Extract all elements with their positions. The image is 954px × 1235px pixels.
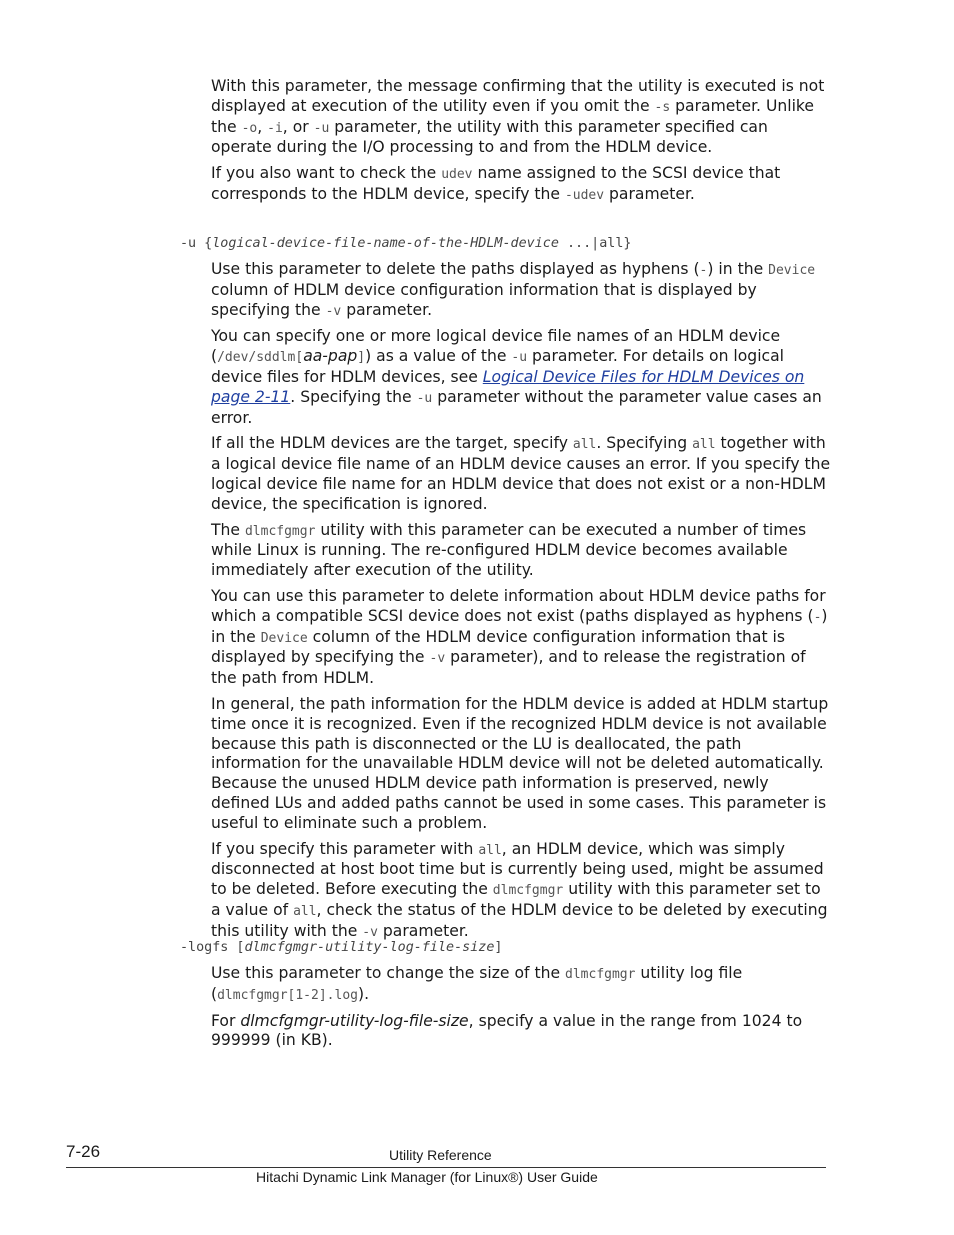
paragraph [211, 164, 831, 206]
paragraph [211, 327, 831, 428]
text: parameter without the parameter value cases an error. [211, 387, 822, 427]
code: dlmcfgmgr[1-2].log [217, 987, 358, 1003]
text: utility log file ( [211, 964, 743, 1003]
text: . Specifying the [290, 387, 417, 406]
text: The [211, 520, 245, 539]
option-logfs-heading [180, 940, 502, 955]
text: With this parameter, the message confirming that the utility is executed is not displayed at execution of the utility even if you omit the [211, 77, 825, 115]
code: /dev/sddlm[ [217, 350, 304, 366]
code: -v [429, 651, 446, 667]
cross-reference-link[interactable]: Logical Device Files for HDLM Devices on page 2-11 [211, 367, 805, 406]
text: column of HDLM device configuration information that is displayed by specifying the [211, 280, 757, 319]
text: , check the status of the HDLM device to be deleted by executing this utility with the [211, 900, 828, 940]
code: -v [325, 303, 342, 319]
text: Use this parameter to delete the paths displayed as hyphens ( [211, 260, 700, 278]
paragraph [211, 840, 831, 943]
text: -logfs [ [180, 940, 245, 955]
code: - [699, 263, 708, 278]
code: -u [416, 390, 433, 406]
text: parameter. Unlike the [211, 96, 814, 136]
code: -o [241, 120, 258, 136]
text: ) in the [707, 260, 769, 278]
text: ] [494, 940, 503, 955]
text: For [211, 1011, 241, 1030]
italic-text: dlmcfgmgr-utility-log-file-size [240, 1011, 469, 1030]
text: name assigned to the SCSI device that corresponds to the HDLM device, specify the [211, 164, 781, 203]
code: Device [768, 263, 816, 278]
code: -v [362, 924, 378, 940]
text: You can specify one or more logical device file names of an HDLM device ( [211, 327, 781, 366]
text: utility with this parameter set to a value of [211, 880, 821, 919]
option-u-description [211, 260, 831, 949]
paragraph [211, 434, 831, 514]
code: dlmcfgmgr [565, 967, 636, 982]
code: -u [511, 350, 528, 366]
text: If you also want to check the [211, 164, 442, 183]
text: utility with this parameter can be executed a number of times while Linux is running. The re-configured HDLM device becomes available immediately after execution of the utility. [211, 520, 807, 580]
code: - [813, 609, 822, 625]
text: You can use this parameter to delete information about HDLM device paths for which a compatible SCSI device does not exist (paths displayed as hyphens ( [211, 586, 826, 625]
text: parameter. [604, 184, 695, 203]
text: parameter), and to release the registration of the path from HDLM. [211, 648, 806, 688]
text: parameter, the utility with this parameter specified can operate during the I/O processing to and from the HDLM device. [211, 117, 768, 157]
text: , specify a value in the range from 1024 to 999999 (in KB). [211, 1011, 803, 1050]
text: If all the HDLM devices are the target, specify [211, 434, 573, 453]
code: dlmcfgmgr [492, 883, 564, 899]
text: ...|all} [558, 236, 632, 251]
option-u-heading [180, 236, 631, 251]
paragraph [211, 77, 831, 158]
text: parameter. [341, 300, 433, 319]
intro-block [211, 77, 831, 212]
text: together with a logical device file name of an HDLM device causes an error. If you specify the logical device file name for an HDLM device that does not exist or a non-HDLM device, the specification is ignored. [211, 434, 831, 513]
paragraph [211, 260, 831, 321]
text: ). [357, 984, 370, 1003]
option-logfs-description [211, 964, 831, 1057]
text: , an HDLM device, which was simply disconnected at host boot time but is currently being used, might be assumed to be deleted. Before executing the [211, 839, 824, 899]
paragraph: In general, the path information for the HDLM device is added at HDLM startup time once it is recognized. Even if the recognized HDLM device is not available because this path is disconnected or the LU is deallocated, the path information for the unavailable HDLM device will not be deleted automatically. Because the unused HDLM device path information is preserved, newly defined LUs and added paths cannot be used in some cases. This parameter is useful to eliminate such a problem. [211, 694, 829, 832]
paragraph [211, 587, 831, 689]
text: column of the HDLM device configuration information that is displayed by specifying the [211, 627, 785, 667]
text: ) as a value of the [365, 347, 512, 366]
text: parameter. For details on logical device files for HDLM devices, see [211, 347, 784, 386]
text: , or [282, 117, 314, 136]
code: all [692, 437, 716, 453]
text: Use this parameter to change the size of the [211, 964, 566, 982]
code: udev [441, 167, 473, 183]
text: . Specifying [596, 434, 693, 453]
code: all [478, 842, 502, 858]
italic-text: logical-device-file-name-of-the-HDLM-device [212, 236, 559, 251]
section-title: Utility Reference [389, 1147, 492, 1163]
italic-text: dlmcfgmgr-utility-log-file-size [244, 940, 495, 955]
guide-title: Hitachi Dynamic Link Manager (for Linux®) User Guide [256, 1169, 598, 1185]
text: , [257, 117, 268, 136]
page-number: 7-26 [66, 1142, 101, 1161]
code: -i [267, 120, 283, 136]
text: -u { [180, 236, 213, 251]
footer-divider [66, 1167, 826, 1168]
code: all [293, 903, 317, 919]
code: -u [313, 120, 330, 136]
text: ) in the [211, 606, 828, 646]
text: parameter. [377, 921, 469, 940]
code: -udev [564, 187, 605, 203]
code: Device [260, 630, 308, 646]
paragraph [211, 964, 831, 1006]
code: all [572, 437, 597, 453]
code: -s [654, 99, 671, 115]
paragraph [211, 521, 831, 581]
paragraph [211, 1012, 831, 1052]
italic-text: aa-pap [303, 347, 358, 366]
code: ] [357, 350, 366, 366]
code: dlmcfgmgr [244, 523, 316, 539]
text: If you specify this parameter with [211, 839, 479, 858]
